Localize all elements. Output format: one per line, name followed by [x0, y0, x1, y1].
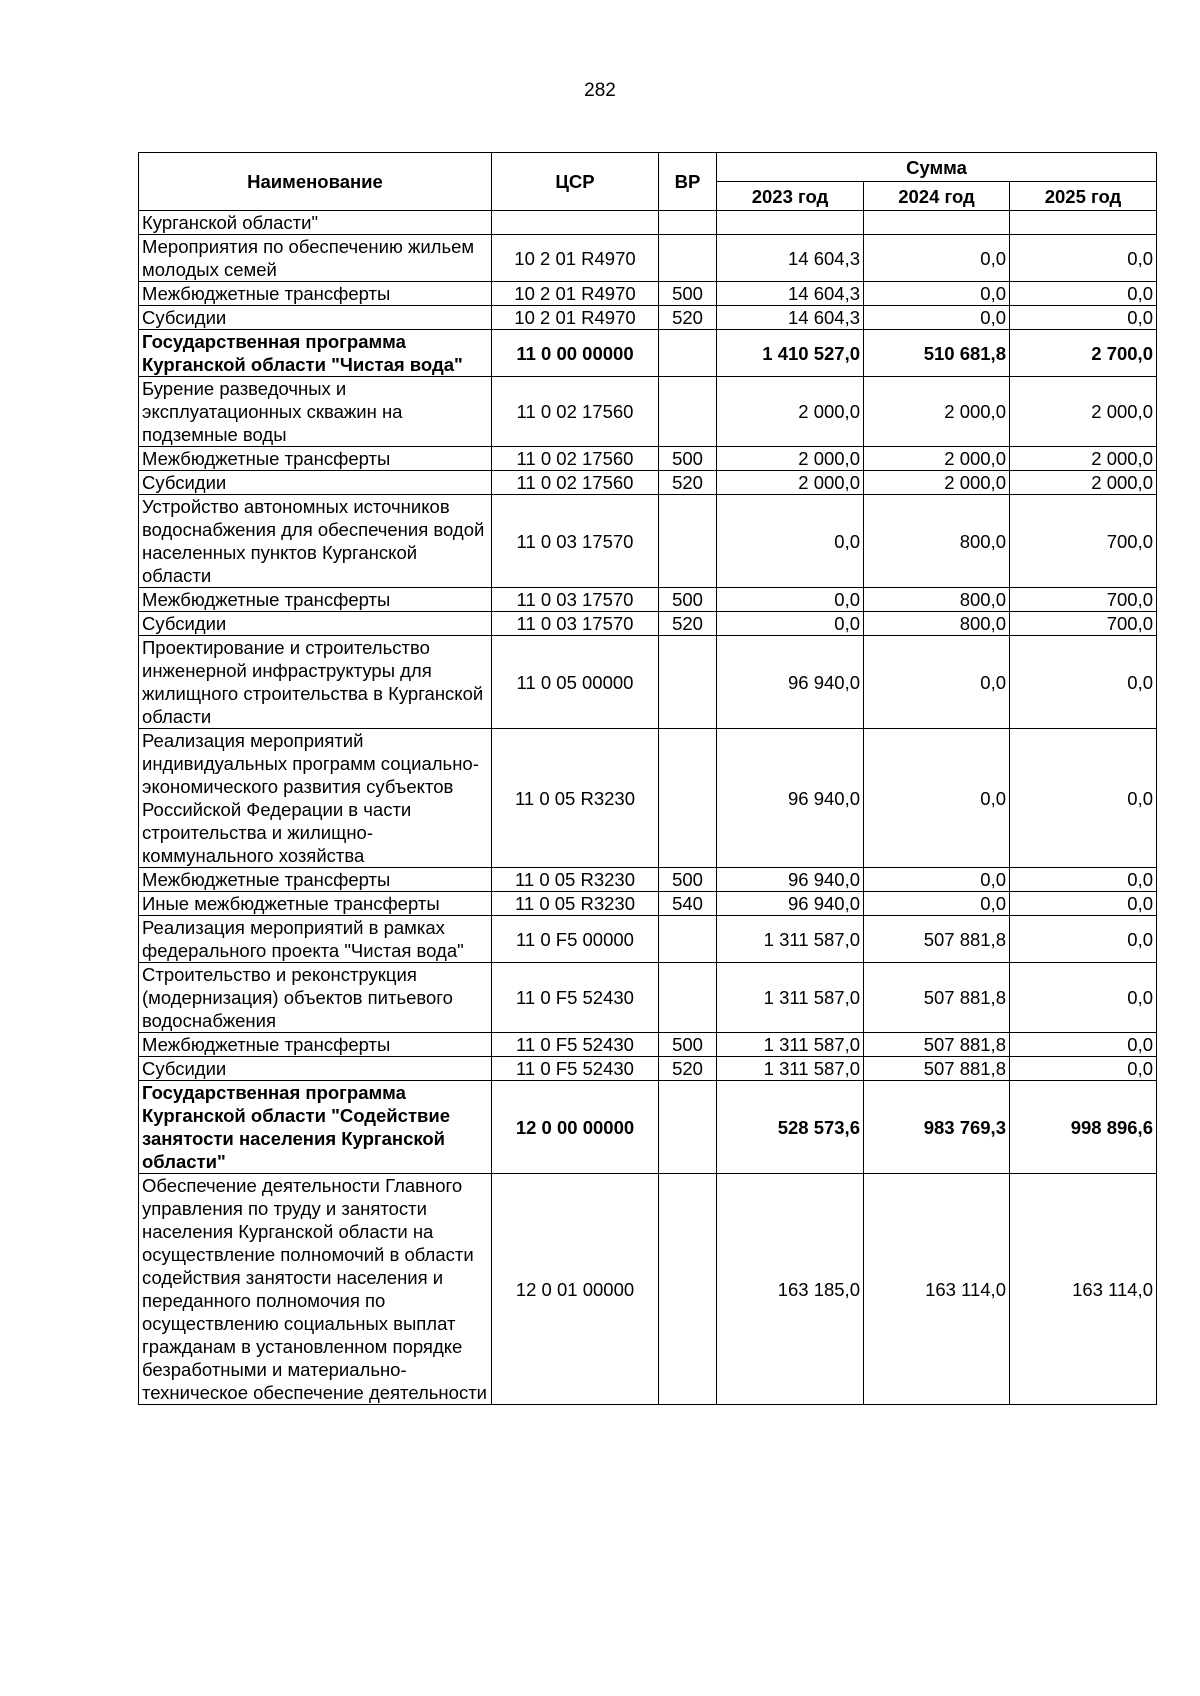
table-row: [139, 963, 1157, 1033]
header-year-2025: 2025 год: [1010, 182, 1157, 211]
cell-2025: 2 000,0: [1010, 447, 1157, 471]
cell-2024: 2 000,0: [864, 377, 1010, 447]
cell-name: Мероприятия по обеспечению жильем молодых семей: [139, 235, 492, 282]
cell-vr: [659, 636, 717, 729]
header-year-2023: 2023 год: [717, 182, 864, 211]
cell-csr: 11 0 F5 52430: [492, 1057, 659, 1081]
cell-2025: 0,0: [1010, 868, 1157, 892]
table-row: [139, 377, 1157, 447]
cell-2023: 0,0: [717, 495, 864, 588]
cell-csr: 11 0 03 17570: [492, 612, 659, 636]
table-row: [139, 916, 1157, 963]
cell-2023: 14 604,3: [717, 282, 864, 306]
cell-name: Субсидии: [139, 1057, 492, 1081]
cell-2023: 163 185,0: [717, 1174, 864, 1405]
cell-vr: 500: [659, 588, 717, 612]
table-row: [139, 282, 1157, 306]
cell-2024: 0,0: [864, 729, 1010, 868]
cell-2025: 0,0: [1010, 963, 1157, 1033]
cell-2024: 0,0: [864, 306, 1010, 330]
cell-name: Государственная программа Курганской области "Содействие занятости населения Курганской области": [139, 1081, 492, 1174]
table-row: [139, 495, 1157, 588]
cell-csr: 10 2 01 R4970: [492, 235, 659, 282]
cell-2025: 2 000,0: [1010, 377, 1157, 447]
table-row: [139, 306, 1157, 330]
cell-name: Субсидии: [139, 612, 492, 636]
cell-csr: 11 0 05 R3230: [492, 729, 659, 868]
header-sum: Сумма: [717, 153, 1157, 182]
table-row: [139, 1174, 1157, 1405]
table-row: [139, 729, 1157, 868]
cell-2023: 14 604,3: [717, 306, 864, 330]
cell-2025: 700,0: [1010, 588, 1157, 612]
cell-2024: 507 881,8: [864, 916, 1010, 963]
cell-vr: 520: [659, 471, 717, 495]
cell-vr: [659, 211, 717, 235]
header-csr: ЦСР: [492, 153, 659, 211]
table-row: [139, 471, 1157, 495]
cell-vr: [659, 377, 717, 447]
cell-vr: [659, 1174, 717, 1405]
cell-name: Межбюджетные трансферты: [139, 588, 492, 612]
cell-csr: 11 0 02 17560: [492, 447, 659, 471]
table-row: [139, 1033, 1157, 1057]
cell-name: Обеспечение деятельности Главного управления по труду и занятости населения Курганской области на осуществление полномочий в области содействия занятости населения и переданного полномочия по осуществлению социальных выплат гражданам в установленном порядке безработными и материально-техническое обеспечение деятельности: [139, 1174, 492, 1405]
page-number: 282: [584, 80, 616, 101]
cell-2025: 2 700,0: [1010, 330, 1157, 377]
cell-2025: 0,0: [1010, 1057, 1157, 1081]
cell-2024: 163 114,0: [864, 1174, 1010, 1405]
cell-2025: 0,0: [1010, 1033, 1157, 1057]
cell-csr: 11 0 F5 52430: [492, 1033, 659, 1057]
cell-2024: 800,0: [864, 612, 1010, 636]
cell-name: Субсидии: [139, 306, 492, 330]
cell-2024: 2 000,0: [864, 471, 1010, 495]
cell-2024: 0,0: [864, 636, 1010, 729]
cell-2023: 2 000,0: [717, 377, 864, 447]
cell-2024: 507 881,8: [864, 963, 1010, 1033]
cell-vr: 500: [659, 447, 717, 471]
cell-name: Межбюджетные трансферты: [139, 868, 492, 892]
cell-2024: 0,0: [864, 235, 1010, 282]
cell-name: Межбюджетные трансферты: [139, 282, 492, 306]
cell-csr: 11 0 05 R3230: [492, 868, 659, 892]
cell-name: Проектирование и строительство инженерной инфраструктуры для жилищного строительства в Курганской области: [139, 636, 492, 729]
header-vr: ВР: [659, 153, 717, 211]
cell-vr: [659, 916, 717, 963]
cell-2024: 800,0: [864, 588, 1010, 612]
cell-csr: [492, 211, 659, 235]
cell-2023: 2 000,0: [717, 447, 864, 471]
table-row: [139, 211, 1157, 235]
cell-csr: 12 0 01 00000: [492, 1174, 659, 1405]
cell-2025: 998 896,6: [1010, 1081, 1157, 1174]
cell-2025: 700,0: [1010, 495, 1157, 588]
cell-2024: 0,0: [864, 868, 1010, 892]
cell-name: Устройство автономных источников водоснабжения для обеспечения водой населенных пунктов Курганской области: [139, 495, 492, 588]
cell-name: Реализация мероприятий в рамках федерального проекта "Чистая вода": [139, 916, 492, 963]
cell-name: Межбюджетные трансферты: [139, 1033, 492, 1057]
cell-2023: 96 940,0: [717, 892, 864, 916]
cell-2024: 0,0: [864, 282, 1010, 306]
cell-2023: 1 311 587,0: [717, 1057, 864, 1081]
cell-2023: 1 410 527,0: [717, 330, 864, 377]
cell-2023: 1 311 587,0: [717, 1033, 864, 1057]
cell-2024: 507 881,8: [864, 1057, 1010, 1081]
cell-csr: 11 0 02 17560: [492, 471, 659, 495]
cell-2023: 1 311 587,0: [717, 963, 864, 1033]
cell-vr: [659, 963, 717, 1033]
cell-name: Реализация мероприятий индивидуальных программ социально-экономического развития субъектов Российской Федерации в части строительства и жилищно-коммунального хозяйства: [139, 729, 492, 868]
cell-name: Строительство и реконструкция (модернизация) объектов питьевого водоснабжения: [139, 963, 492, 1033]
cell-vr: [659, 495, 717, 588]
cell-2025: 0,0: [1010, 916, 1157, 963]
table-row: [139, 868, 1157, 892]
cell-vr: [659, 729, 717, 868]
cell-name: Межбюджетные трансферты: [139, 447, 492, 471]
cell-2024: 800,0: [864, 495, 1010, 588]
table-row: [139, 588, 1157, 612]
cell-2023: 96 940,0: [717, 868, 864, 892]
cell-vr: [659, 330, 717, 377]
cell-2023: 96 940,0: [717, 636, 864, 729]
cell-2023: 528 573,6: [717, 1081, 864, 1174]
budget-table: [138, 152, 1157, 1405]
cell-csr: 11 0 05 R3230: [492, 892, 659, 916]
cell-2025: 0,0: [1010, 306, 1157, 330]
cell-vr: [659, 1081, 717, 1174]
header-year-2024: 2024 год: [864, 182, 1010, 211]
cell-2025: 0,0: [1010, 636, 1157, 729]
cell-vr: 520: [659, 1057, 717, 1081]
cell-2025: 0,0: [1010, 235, 1157, 282]
cell-2023: 0,0: [717, 588, 864, 612]
cell-csr: 11 0 F5 52430: [492, 963, 659, 1033]
cell-2025: 2 000,0: [1010, 471, 1157, 495]
cell-2023: 0,0: [717, 612, 864, 636]
cell-csr: 10 2 01 R4970: [492, 282, 659, 306]
cell-2025: 0,0: [1010, 892, 1157, 916]
cell-2024: 0,0: [864, 892, 1010, 916]
cell-csr: 11 0 00 00000: [492, 330, 659, 377]
table-row: [139, 447, 1157, 471]
table-row: [139, 330, 1157, 377]
cell-name: Субсидии: [139, 471, 492, 495]
cell-2025: 0,0: [1010, 282, 1157, 306]
cell-name: Государственная программа Курганской области "Чистая вода": [139, 330, 492, 377]
table-row: [139, 1057, 1157, 1081]
table-row: [139, 636, 1157, 729]
cell-csr: 11 0 02 17560: [492, 377, 659, 447]
cell-csr: 10 2 01 R4970: [492, 306, 659, 330]
cell-2024: 2 000,0: [864, 447, 1010, 471]
table-row: [139, 235, 1157, 282]
cell-vr: 500: [659, 1033, 717, 1057]
table-header: [139, 153, 1157, 211]
cell-vr: [659, 235, 717, 282]
cell-2024: 983 769,3: [864, 1081, 1010, 1174]
cell-csr: 12 0 00 00000: [492, 1081, 659, 1174]
cell-2023: 14 604,3: [717, 235, 864, 282]
cell-csr: 11 0 03 17570: [492, 588, 659, 612]
cell-2023: 96 940,0: [717, 729, 864, 868]
cell-csr: 11 0 05 00000: [492, 636, 659, 729]
cell-name: Курганской области": [139, 211, 492, 235]
cell-csr: 11 0 F5 00000: [492, 916, 659, 963]
cell-2024: 510 681,8: [864, 330, 1010, 377]
table-row: [139, 1081, 1157, 1174]
cell-2023: 2 000,0: [717, 471, 864, 495]
cell-name: Иные межбюджетные трансферты: [139, 892, 492, 916]
table-body: [139, 211, 1157, 1405]
cell-vr: 540: [659, 892, 717, 916]
table-row: [139, 612, 1157, 636]
cell-vr: 520: [659, 306, 717, 330]
cell-2025: [1010, 211, 1157, 235]
cell-csr: 11 0 03 17570: [492, 495, 659, 588]
cell-2024: 507 881,8: [864, 1033, 1010, 1057]
cell-2023: 1 311 587,0: [717, 916, 864, 963]
header-name: Наименование: [139, 153, 492, 211]
cell-vr: 520: [659, 612, 717, 636]
cell-2023: [717, 211, 864, 235]
cell-2025: 163 114,0: [1010, 1174, 1157, 1405]
cell-2025: 700,0: [1010, 612, 1157, 636]
cell-vr: 500: [659, 868, 717, 892]
table-row: [139, 892, 1157, 916]
cell-2024: [864, 211, 1010, 235]
cell-vr: 500: [659, 282, 717, 306]
cell-name: Бурение разведочных и эксплуатационных скважин на подземные воды: [139, 377, 492, 447]
cell-2025: 0,0: [1010, 729, 1157, 868]
